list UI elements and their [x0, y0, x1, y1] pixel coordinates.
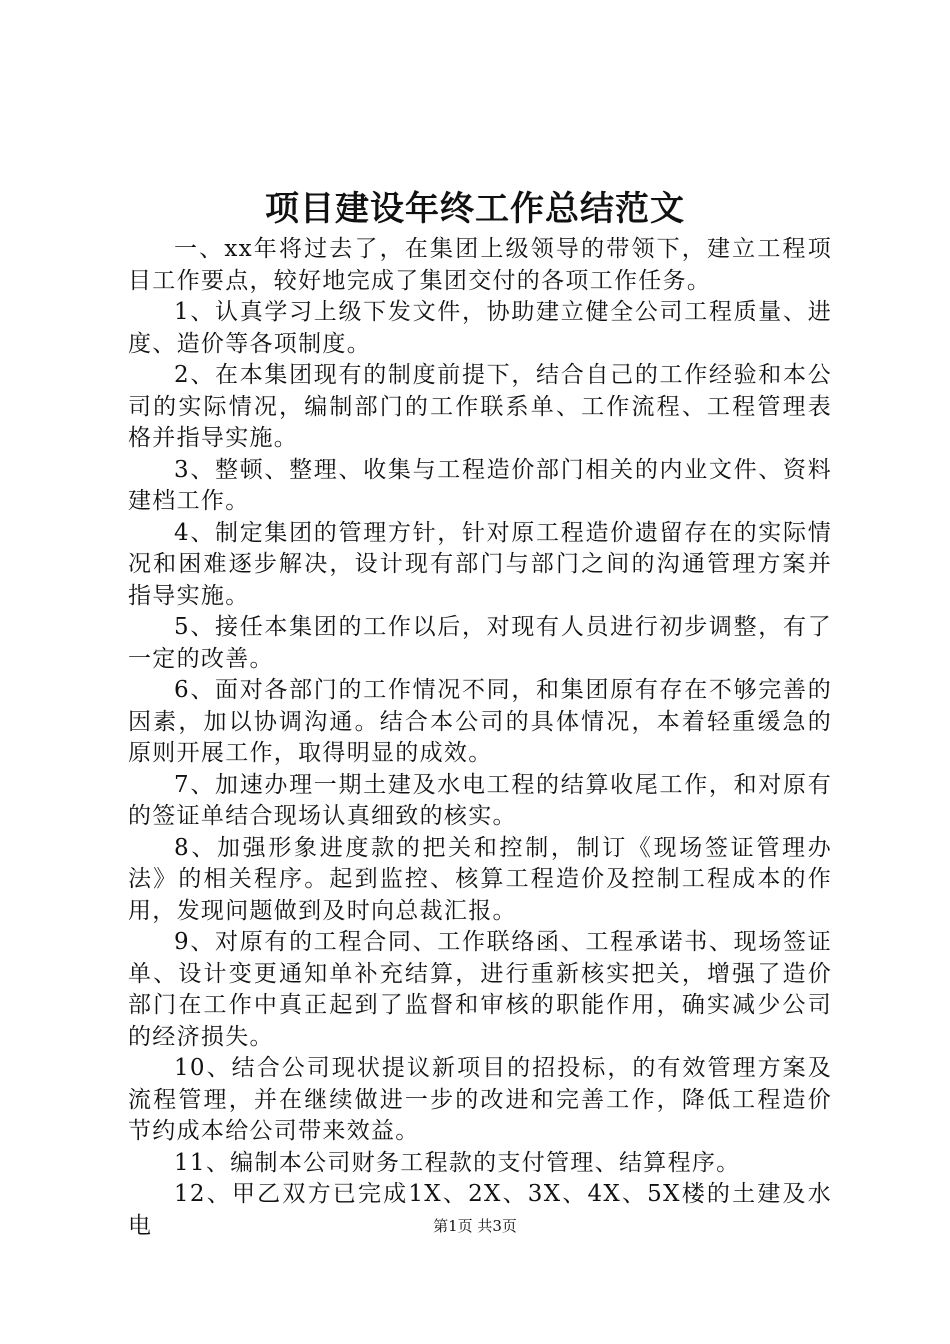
paragraph-item-5: 5、接任本集团的工作以后，对现有人员进行初步调整，有了一定的改善。 [128, 614, 832, 672]
paragraph-item-4: 4、制定集团的管理方针，针对原工程造价遗留存在的实际情况和困难逐步解决，设计现有部门与部门之间的沟通管理方案并指导实施。 [128, 519, 832, 609]
page-title: 项目建设年终工作总结范文 [265, 189, 685, 229]
paragraph-item-7: 7、加速办理一期土建及水电工程的结算收尾工作，和对原有的签证单结合现场认真细致的核实。 [128, 771, 832, 829]
document-body [128, 234, 832, 1242]
paragraph-item-2: 2、在本集团现有的制度前提下，结合自己的工作经验和本公司的实际情况，编制部门的工作联系单、工作流程、工程管理表格并指导实施。 [128, 362, 832, 451]
paragraph-item-10: 10、结合公司现状提议新项目的招投标，的有效管理方案及流程管理，并在继续做进一步的改进和完善工作，降低工程造价节约成本给公司带来效益。 [128, 1055, 832, 1144]
paragraph-item-3: 3、整顿、整理、收集与工程造价部门相关的内业文件、资料建档工作。 [128, 456, 832, 514]
paragraph-item-12: 12、甲乙双方已完成1X、2X、3X、4X、5X楼的土建及水电 [128, 1181, 832, 1239]
paragraph-item-6: 6、面对各部门的工作情况不同，和集团原有存在不够完善的因素，加以协调沟通。结合本公司的具体情况，本着轻重缓急的原则开展工作，取得明显的成效。 [128, 677, 832, 766]
page-number: 第1页 共3页 [433, 1217, 517, 1235]
paragraph-item-8: 8、加强形象进度款的把关和控制，制订《现场签证管理办法》的相关程序。起到监控、核算工程造价及控制工程成本的作用，发现问题做到及时向总裁汇报。 [128, 834, 832, 924]
paragraph-item-9: 9、对原有的工程合同、工作联络函、工程承诺书、现场签证单、设计变更通知单补充结算，进行重新核实把关，增强了造价部门在工作中真正起到了监督和审核的职能作用，确实减少公司的经济损失。 [128, 929, 832, 1050]
paragraph-item-11: 11、编制本公司财务工程款的支付管理、结算程序。 [174, 1149, 741, 1176]
paragraph-intro: 一、xx年将过去了，在集团上级领导的带领下，建立工程项目工作要点，较好地完成了集团交付的各项工作任务。 [128, 236, 832, 294]
paragraph-item-1: 1、认真学习上级下发文件，协助建立健全公司工程质量、进度、造价等各项制度。 [128, 299, 832, 357]
